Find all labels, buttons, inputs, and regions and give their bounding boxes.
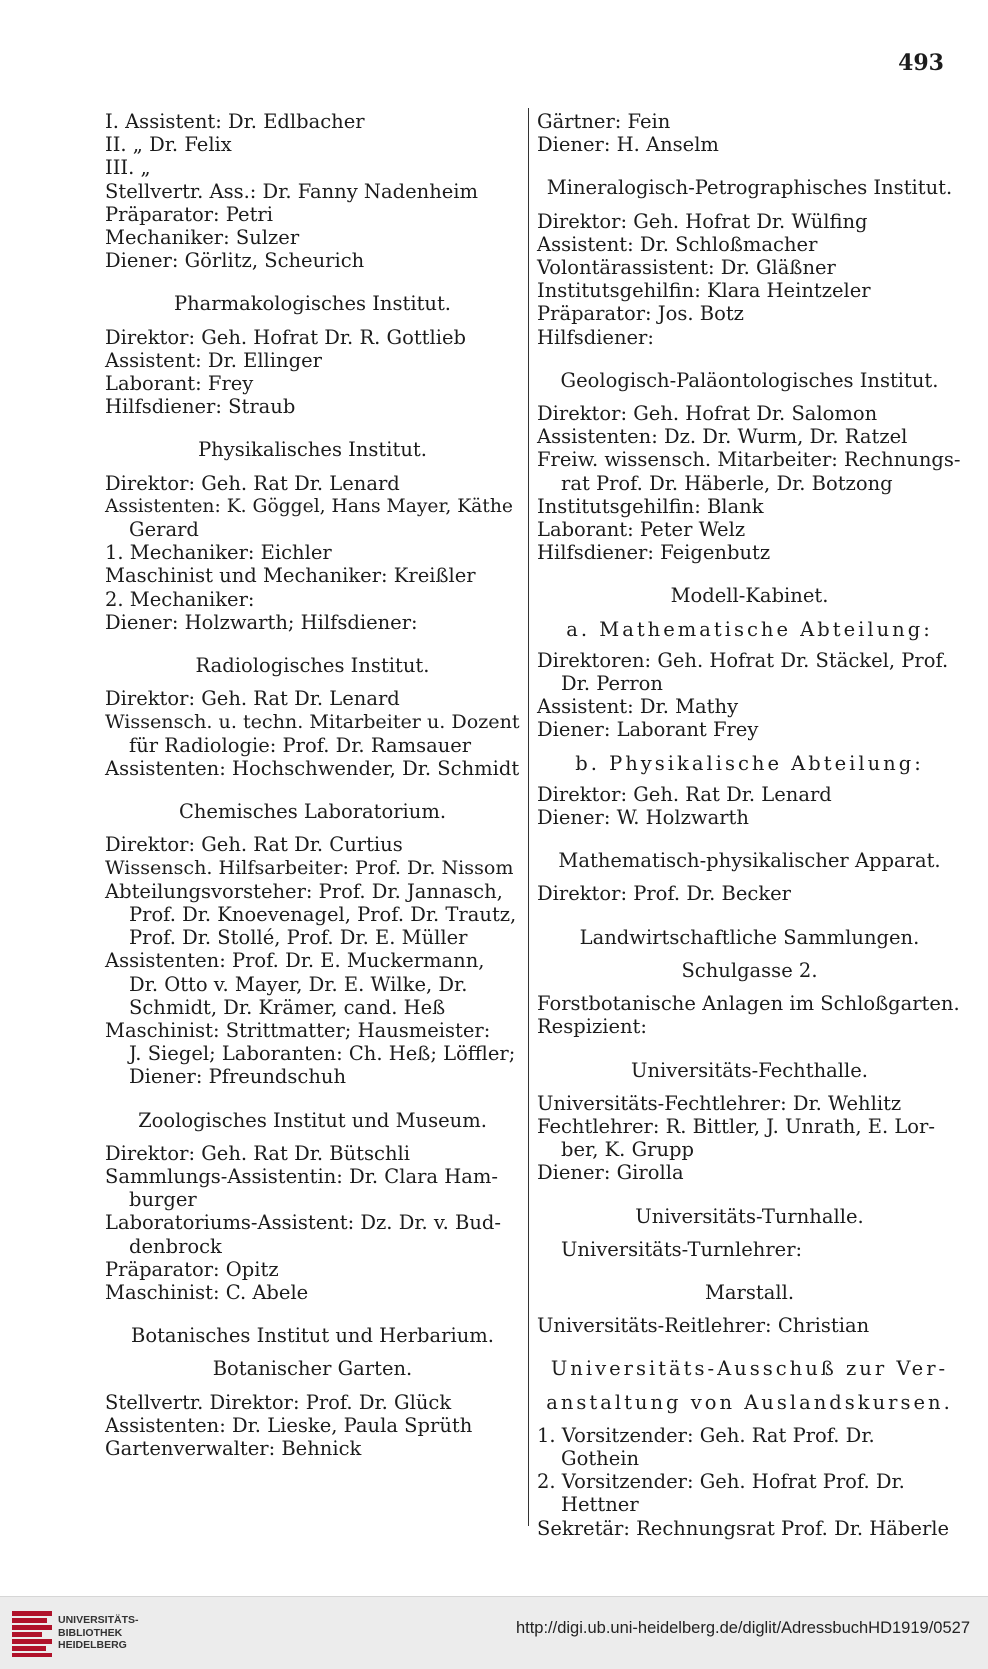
entry-continuation: Dr. Otto v. Mayer, Dr. E. Wilke, Dr. (129, 972, 468, 996)
entry-line: Diener: Görlitz, Scheurich (105, 249, 365, 273)
entry-line: Freiw. wissensch. Mitarbeiter: Rechnungs- (537, 448, 961, 472)
section-heading: Zoologisches Institut und Museum. (138, 1108, 487, 1132)
section-heading: Modell-Kabinet. (670, 584, 829, 608)
entry-continuation: Diener: Pfreundschuh (129, 1065, 347, 1089)
entry-continuation: Universitäts-Turnlehrer: (561, 1237, 803, 1261)
entry-continuation: J. Siegel; Laboranten: Ch. Heß; Löffler; (129, 1042, 516, 1066)
entry-line: Maschinist: Strittmatter; Hausmeister: (105, 1018, 491, 1042)
section-heading: Marstall. (704, 1280, 795, 1304)
entry-line: Präparator: Opitz (105, 1257, 279, 1281)
entry-line: 1. Mechaniker: Eichler (105, 541, 332, 565)
entry-line: Hilfsdiener: (537, 325, 654, 349)
entry-line: Direktor: Geh. Rat Dr. Curtius (105, 833, 403, 857)
entry-line: Assistent: Dr. Schloßmacher (537, 232, 818, 256)
entry-line: Stellvertr. Direktor: Prof. Dr. Glück (105, 1390, 452, 1414)
entry-line: Assistent: Dr. Ellinger (105, 348, 322, 372)
entry-line: Stellvertr. Ass.: Dr. Fanny Nadenheim (105, 179, 479, 203)
entry-line: Direktor: Geh. Rat Dr. Lenard (105, 687, 400, 711)
entry-line: Laborant: Peter Welz (537, 518, 746, 542)
entry-line: Diener: H. Anselm (537, 133, 719, 157)
entry-line: Assistenten: Dr. Lieske, Paula Sprüth (105, 1413, 473, 1437)
library-logo-text (58, 1614, 139, 1652)
subsection-heading: b. Physikalische Abteilung: (575, 751, 924, 775)
entry-continuation: burger (129, 1188, 197, 1212)
entry-line: Fechtlehrer: R. Bittler, J. Unrath, E. Lor- (537, 1114, 935, 1138)
entry-line: 1. Vorsitzender: Geh. Rat Prof. Dr. (537, 1423, 875, 1447)
entry-line: Sekretär: Rechnungsrat Prof. Dr. Häberle (537, 1516, 950, 1540)
section-heading: Landwirtschaftliche Sammlungen. (579, 925, 920, 949)
entry-line: Respizient: (537, 1015, 647, 1039)
entry-line: Direktor: Geh. Rat Dr. Lenard (105, 471, 400, 495)
left-column (105, 110, 520, 1528)
entry-line: 2. Vorsitzender: Geh. Hofrat Prof. Dr. (537, 1470, 905, 1494)
entry-line: Wissensch. Hilfsarbeiter: Prof. Dr. Nissom (105, 856, 514, 880)
entry-line: Gärtner: Fein (537, 110, 671, 133)
entry-line: Laboratoriums-Assistent: Dz. Dr. v. Bud- (105, 1211, 501, 1235)
section-heading: Physikalisches Institut. (198, 438, 427, 462)
entry-line: Maschinist und Mechaniker: Kreißler (105, 564, 476, 588)
entry-line: Diener: W. Holzwarth (537, 806, 749, 830)
entry-line: Direktor: Geh. Rat Dr. Lenard (537, 782, 832, 806)
entry-line: Maschinist: C. Abele (105, 1280, 309, 1304)
section-heading: Universitäts-Turnhalle. (635, 1204, 864, 1228)
entry-continuation: Schmidt, Dr. Krämer, cand. Heß (129, 995, 446, 1019)
section-heading: Radiologisches Institut. (195, 654, 430, 678)
section-heading: Chemisches Laboratorium. (178, 800, 447, 824)
entry-line: Gartenverwalter: Behnick (105, 1436, 362, 1460)
entry-line: III. „ (105, 156, 151, 180)
entry-line: Direktor: Geh. Hofrat Dr. Wülfing (537, 209, 868, 233)
logo-line: BIBLIOTHEK (58, 1626, 123, 1639)
entry-line: Institutsgehilfin: Blank (537, 494, 764, 518)
entry-line: Sammlungs-Assistentin: Dr. Clara Ham- (105, 1164, 498, 1188)
entry-line: Direktor: Geh. Rat Dr. Bütschli (105, 1141, 410, 1165)
entry-continuation: Prof. Dr. Knoevenagel, Prof. Dr. Trautz, (129, 902, 517, 926)
entry-continuation: Hettner (561, 1493, 639, 1517)
entry-line: Direktoren: Geh. Hofrat Dr. Stäckel, Prof. (537, 648, 949, 672)
entry-line: Assistenten: Hochschwender, Dr. Schmidt (105, 756, 520, 780)
entry-line: Direktor: Prof. Dr. Becker (537, 882, 791, 906)
entry-continuation: Dr. Perron (561, 672, 663, 696)
entry-line: I. Assistent: Dr. Edlbacher (105, 110, 365, 133)
entry-continuation: Prof. Dr. Stollé, Prof. Dr. E. Müller (129, 926, 468, 950)
entry-line: Institutsgehilfin: Klara Heintzeler (537, 279, 871, 303)
section-heading: anstaltung von Auslandskursen. (546, 1390, 953, 1414)
section-heading: Mathematisch-physikalischer Apparat. (558, 849, 941, 873)
section-heading: Universitäts-Fechthalle. (631, 1058, 868, 1082)
entry-line: Assistenten: Dz. Dr. Wurm, Dr. Ratzel (537, 425, 908, 449)
section-heading: Pharmakologisches Institut. (174, 292, 451, 316)
entry-line: Hilfsdiener: Straub (105, 395, 296, 419)
logo-line: HEIDELBERG (58, 1639, 127, 1651)
entry-line: 2. Mechaniker: (105, 587, 255, 611)
entry-line: II. „ Dr. Felix (105, 133, 232, 157)
entry-line: Wissensch. u. techn. Mitarbeiter u. Dozent (105, 710, 520, 734)
footer-bar (0, 1596, 988, 1669)
logo-line: UNIVERSITÄTS- (58, 1614, 139, 1626)
entry-line: Assistenten: K. Göggel, Hans Mayer, Käthe (105, 495, 513, 517)
entry-line: Abteilungsvorsteher: Prof. Dr. Jannasch, (105, 879, 503, 903)
page-number: 493 (898, 50, 944, 76)
section-heading: Geologisch-Paläontologisches Institut. (560, 368, 939, 392)
entry-continuation: rat Prof. Dr. Häberle, Dr. Botzong (561, 471, 893, 495)
entry-line: Universitäts-Fechtlehrer: Dr. Wehlitz (537, 1091, 902, 1115)
entry-line: Forstbotanische Anlagen im Schloßgarten. (537, 992, 960, 1016)
source-url-link[interactable]: http://digi.ub.uni-heidelberg.de/diglit/AdressbuchHD1919/0527 (515, 1619, 970, 1637)
entry-continuation: Gothein (561, 1446, 640, 1470)
section-heading: Botanischer Garten. (212, 1357, 413, 1381)
section-heading: Universitäts-Ausschuß zur Ver- (550, 1357, 949, 1381)
entry-line: Diener: Laborant Frey (537, 718, 759, 742)
column-divider (528, 108, 529, 1526)
entry-line: Assistent: Dr. Mathy (537, 695, 739, 719)
entry-continuation: für Radiologie: Prof. Dr. Ramsauer (129, 733, 472, 757)
subsection-heading: a. Mathematische Abteilung: (566, 617, 933, 641)
library-logo-icon (12, 1611, 52, 1657)
entry-line: Assistenten: Prof. Dr. E. Muckermann, (105, 949, 485, 973)
entry-line: Direktor: Geh. Hofrat Dr. R. Gottlieb (105, 325, 467, 349)
entry-line: Präparator: Petri (105, 202, 273, 226)
entry-line: Laborant: Frey (105, 372, 254, 396)
section-heading: Mineralogisch-Petrographisches Institut. (546, 176, 953, 200)
entry-line: Präparator: Jos. Botz (537, 302, 744, 326)
section-heading: Botanisches Institut und Herbarium. (131, 1324, 494, 1348)
entry-continuation: denbrock (129, 1234, 222, 1258)
entry-line: Diener: Holzwarth; Hilfsdiener: (105, 610, 418, 634)
entry-line: Hilfsdiener: Feigenbutz (537, 541, 771, 565)
entry-line: Volontärassistent: Dr. Gläßner (537, 256, 836, 280)
entry-continuation: ber, K. Grupp (561, 1138, 694, 1162)
entry-continuation: Gerard (129, 518, 199, 542)
entry-line: Direktor: Geh. Hofrat Dr. Salomon (537, 402, 878, 426)
entry-line: Universitäts-Reitlehrer: Christian (537, 1314, 870, 1338)
section-heading: Schulgasse 2. (681, 958, 818, 982)
right-column (537, 110, 962, 1540)
entry-line: Mechaniker: Sulzer (105, 226, 300, 250)
entry-line: Diener: Girolla (537, 1161, 684, 1185)
